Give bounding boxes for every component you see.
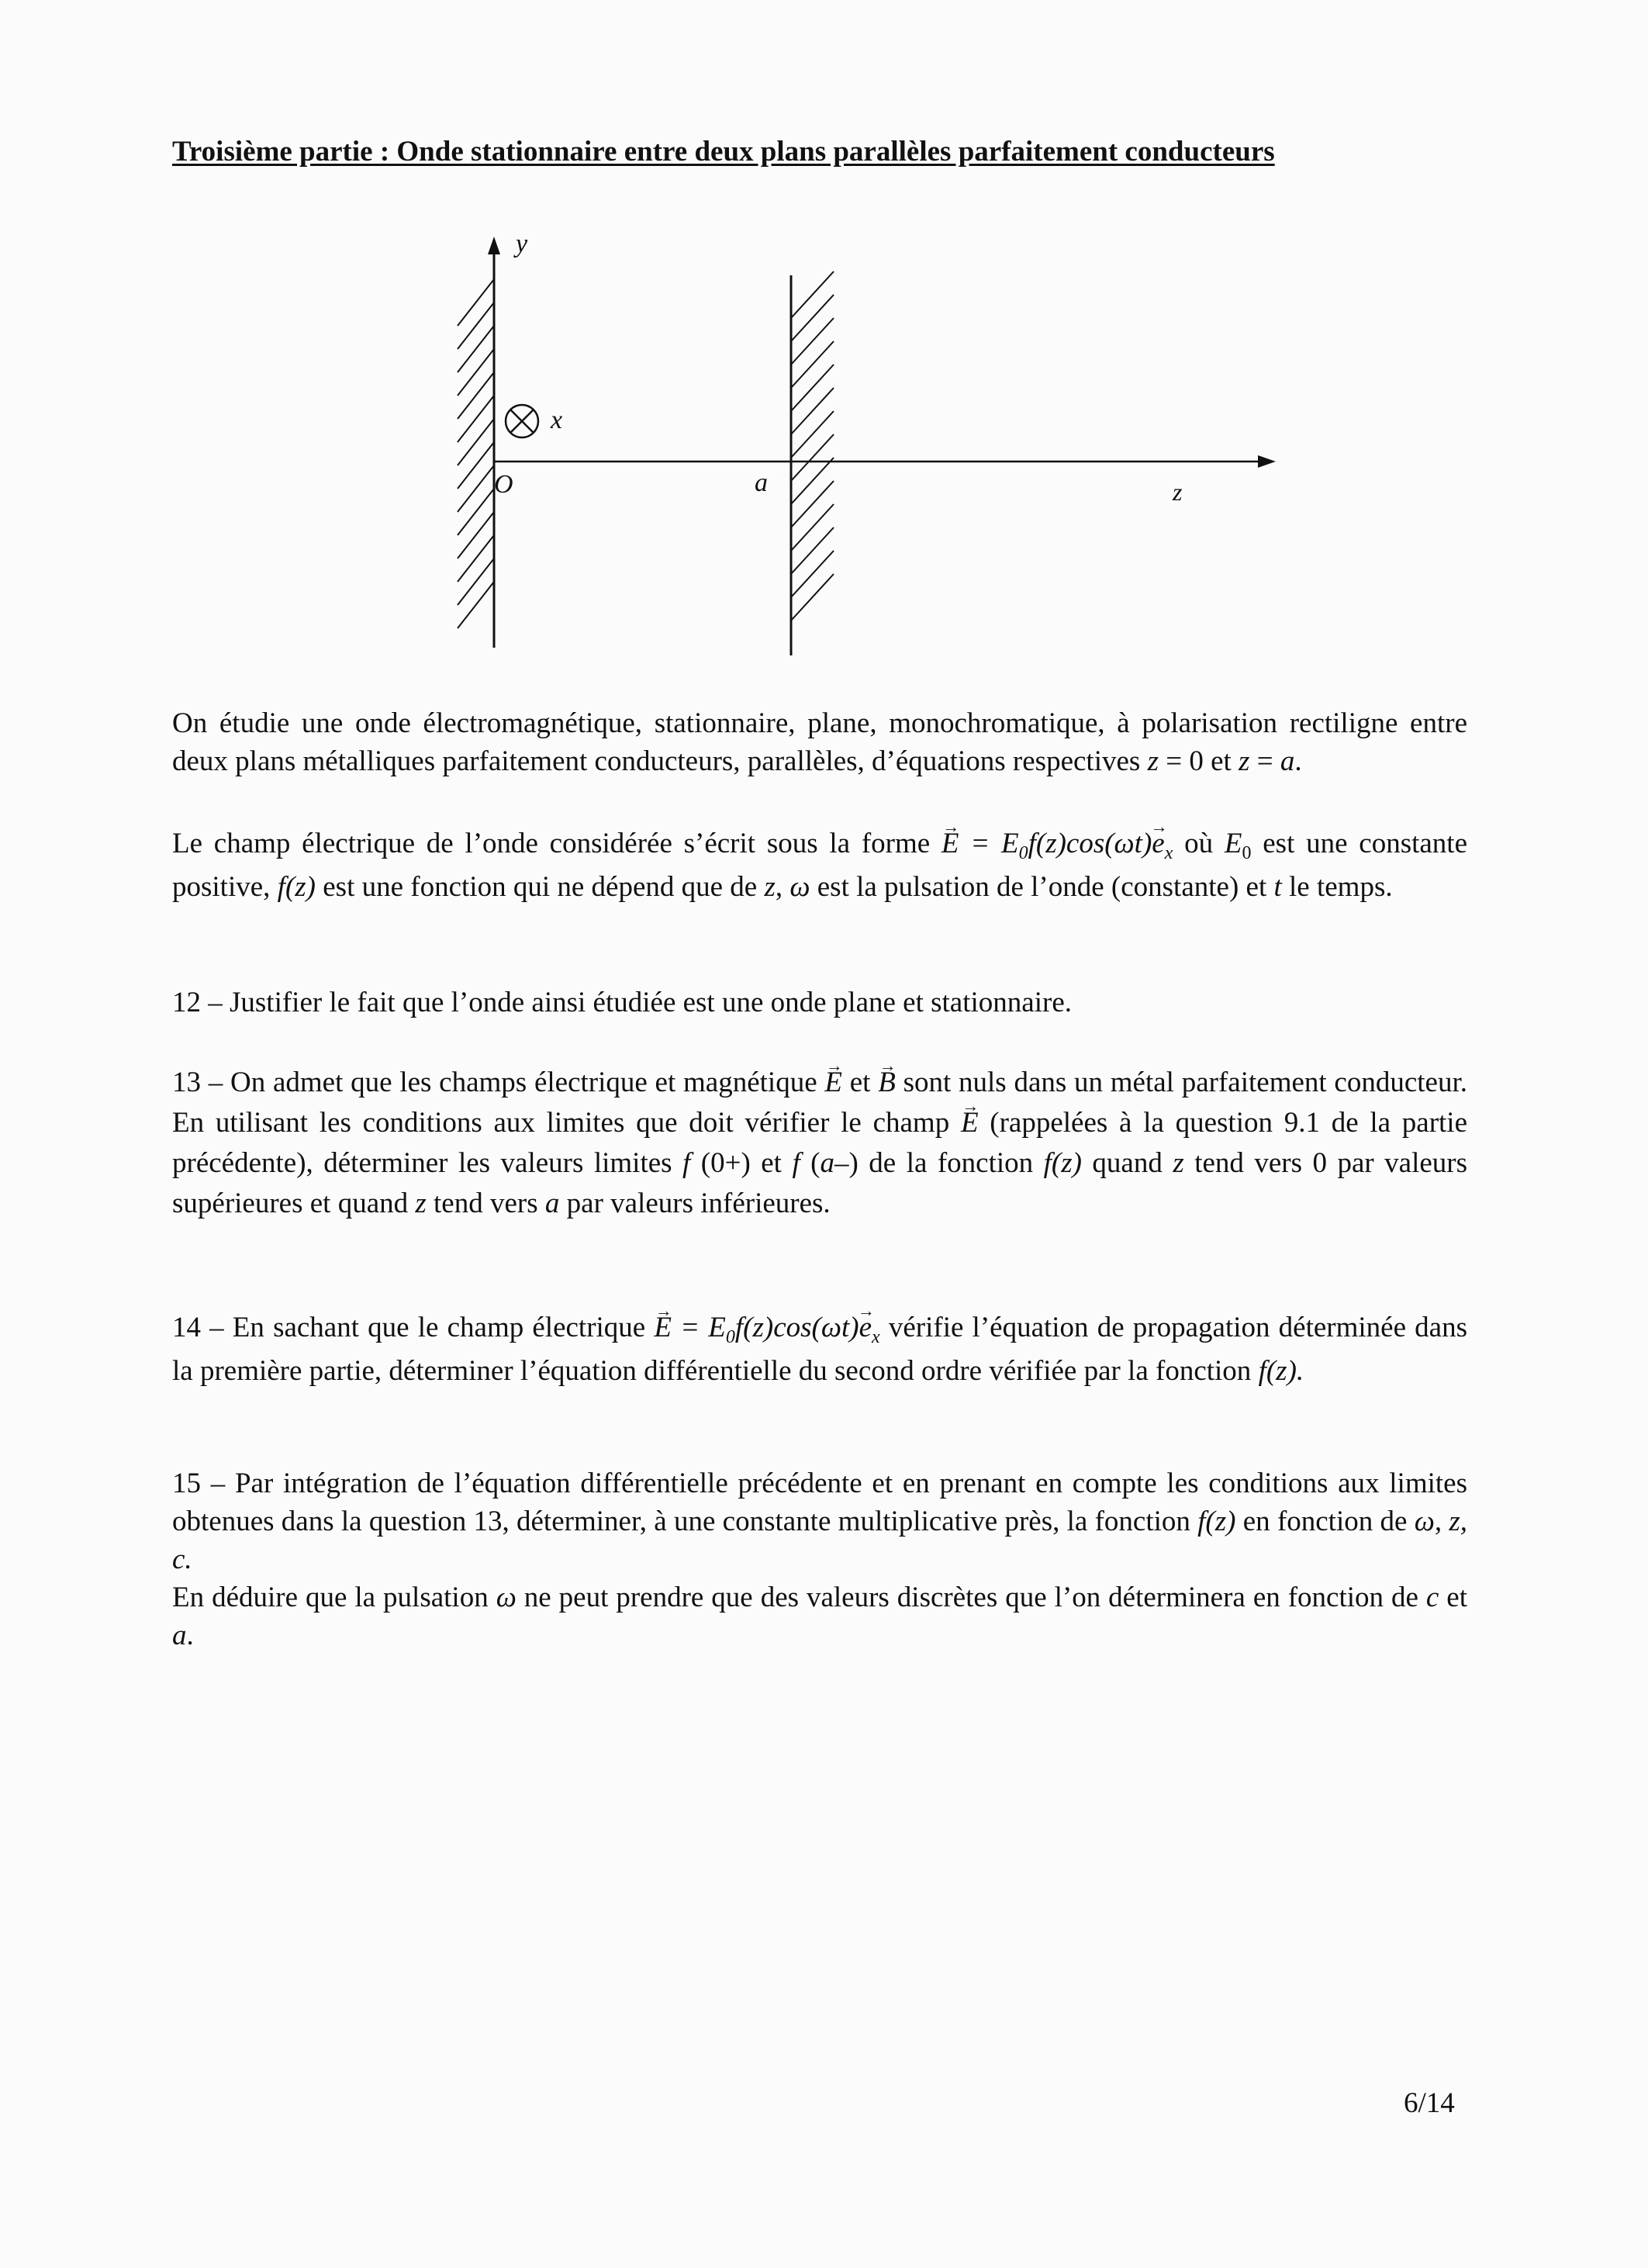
label-O: O <box>494 470 513 499</box>
label-x: x <box>551 406 563 434</box>
x-into-page-symbol <box>506 405 538 437</box>
intro-paragraph: On étudie une onde électromagnétique, stationnaire, plane, monochromatique, à polarisation rectiligne entre deux plans métalliques parfaitement conducteurs, parallèles, d’équations respectives z = 0 et z = a. <box>172 707 1467 777</box>
parallel-planes-diagram <box>434 225 1287 659</box>
right-plane-hatching <box>791 271 834 621</box>
vector-B: → B <box>878 1063 896 1103</box>
field-definition-paragraph: Le champ électrique de l’onde considérée s’écrit sous la forme → $E = E_0f(z)\cos(\omega t)\to e_x$ où $E_0$ est une constante positive, f(z) est une fonction qui ne dépend que de z, ω est la pulsation de l’onde (constante) et t le temps. <box>172 822 1467 909</box>
label-z: z <box>1173 478 1183 506</box>
section-title: Troisième partie : Onde stationnaire entre deux plans parallèles parfaitement conducteurs <box>172 136 1275 168</box>
vector-E: → E <box>824 1063 842 1103</box>
question-15: 15 – Par intégration de l’équation différentielle précédente et en prenant en compte les conditions aux limites obtenues dans la question 13, déterminer, à une constante multiplicative près, la fonction f(z) en fonction de ω, z, c. En déduire que la pulsation ω ne peut prendre que des valeurs discrètes que l’on déterminera en fonction de c et a. <box>172 1468 1467 1651</box>
y-axis-arrowhead <box>488 237 500 254</box>
left-plane-hatching <box>458 279 494 628</box>
vector-ex: → e <box>859 1306 872 1350</box>
question-13: 13 – On admet que les champs électrique et magnétique → E et → B sont nuls dans un métal parfaitement conducteur. En utilisant les conditions aux limites que doit vérifier le champ → E (rappelées à la question 9.1 de la partie précédente), déterminer les valeurs limites f (0+) et f (a–) de la fonction f(z) quand z tend vers 0 par valeurs supérieures et quand z tend vers a par valeurs inférieures. <box>172 1063 1467 1224</box>
label-y: y <box>516 230 528 258</box>
vector-E: → E <box>654 1306 672 1350</box>
vector-E: → E <box>961 1103 979 1143</box>
label-a: a <box>755 468 768 497</box>
z-axis-arrowhead <box>1258 455 1276 468</box>
question-12: 12 – Justifier le fait que l’onde ainsi étudiée est une onde plane et stationnaire. <box>172 987 1072 1018</box>
page-number: 6/14 <box>1404 2087 1455 2119</box>
question-14: 14 – En sachant que le champ électrique → $E = E_0f(z)\cos(\omega t)\to e_x$ vérifie l’équation de propagation déterminée dans la première partie, déterminer l’équation différentielle du second ordre vérifiée par la fonction f(z). <box>172 1306 1467 1393</box>
vector-ex: → e <box>1152 822 1164 866</box>
vector-E: → E <box>941 822 959 866</box>
